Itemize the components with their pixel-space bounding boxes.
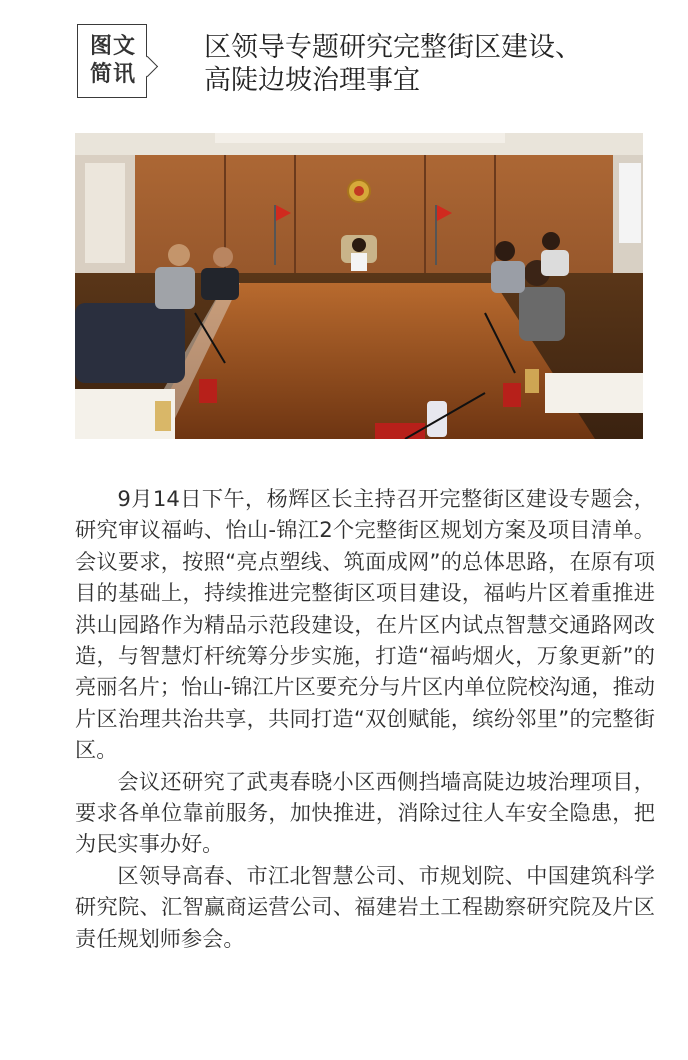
paragraph-3: 区领导高春、市江北智慧公司、市规划院、中国建筑科学研究院、汇智赢商运营公司、福建岩土工程勘察研究院及片区责任规划师参会。 <box>75 862 655 951</box>
badge-label <box>86 33 140 89</box>
badge-pointer <box>137 56 158 77</box>
article-body <box>75 483 655 954</box>
headline-line-1: 区领导专题研究完整街区建设、 <box>204 32 582 63</box>
badge-line-2: 简讯 <box>89 62 136 87</box>
badge-line-1: 图文 <box>89 34 136 59</box>
paragraph-1: 9月14日下午，杨辉区长主持召开完整街区建设专题会，研究审议福屿、怡山-锦江2个完整街区规划方案及项目清单。会议要求，按照“亮点塑线、筑面成网”的总体思路，在原有项目的基础上，持续推进完整街区项目建设，福屿片区着重推进洪山园路作为精品示范段建设，在片区内试点智慧交通路网改造，与智慧灯杆统筹分步实施，打造“福屿烟火，万象更新”的亮丽名片；怡山-锦江片区要充分与片区内单位院校沟通，推动片区治理共治共享，共同打造“双创赋能，缤纷邻里”的完整街区。 <box>75 486 655 763</box>
meeting-photo <box>75 133 643 439</box>
section-badge <box>77 24 147 98</box>
article-headline <box>204 31 664 97</box>
headline-line-2: 高陡边坡治理事宜 <box>204 65 420 96</box>
paragraph-2: 会议还研究了武夷春晓小区西侧挡墙高陡边坡治理项目，要求各单位靠前服务，加快推进，消除过往人车安全隐患，把为民实事办好。 <box>75 768 655 857</box>
